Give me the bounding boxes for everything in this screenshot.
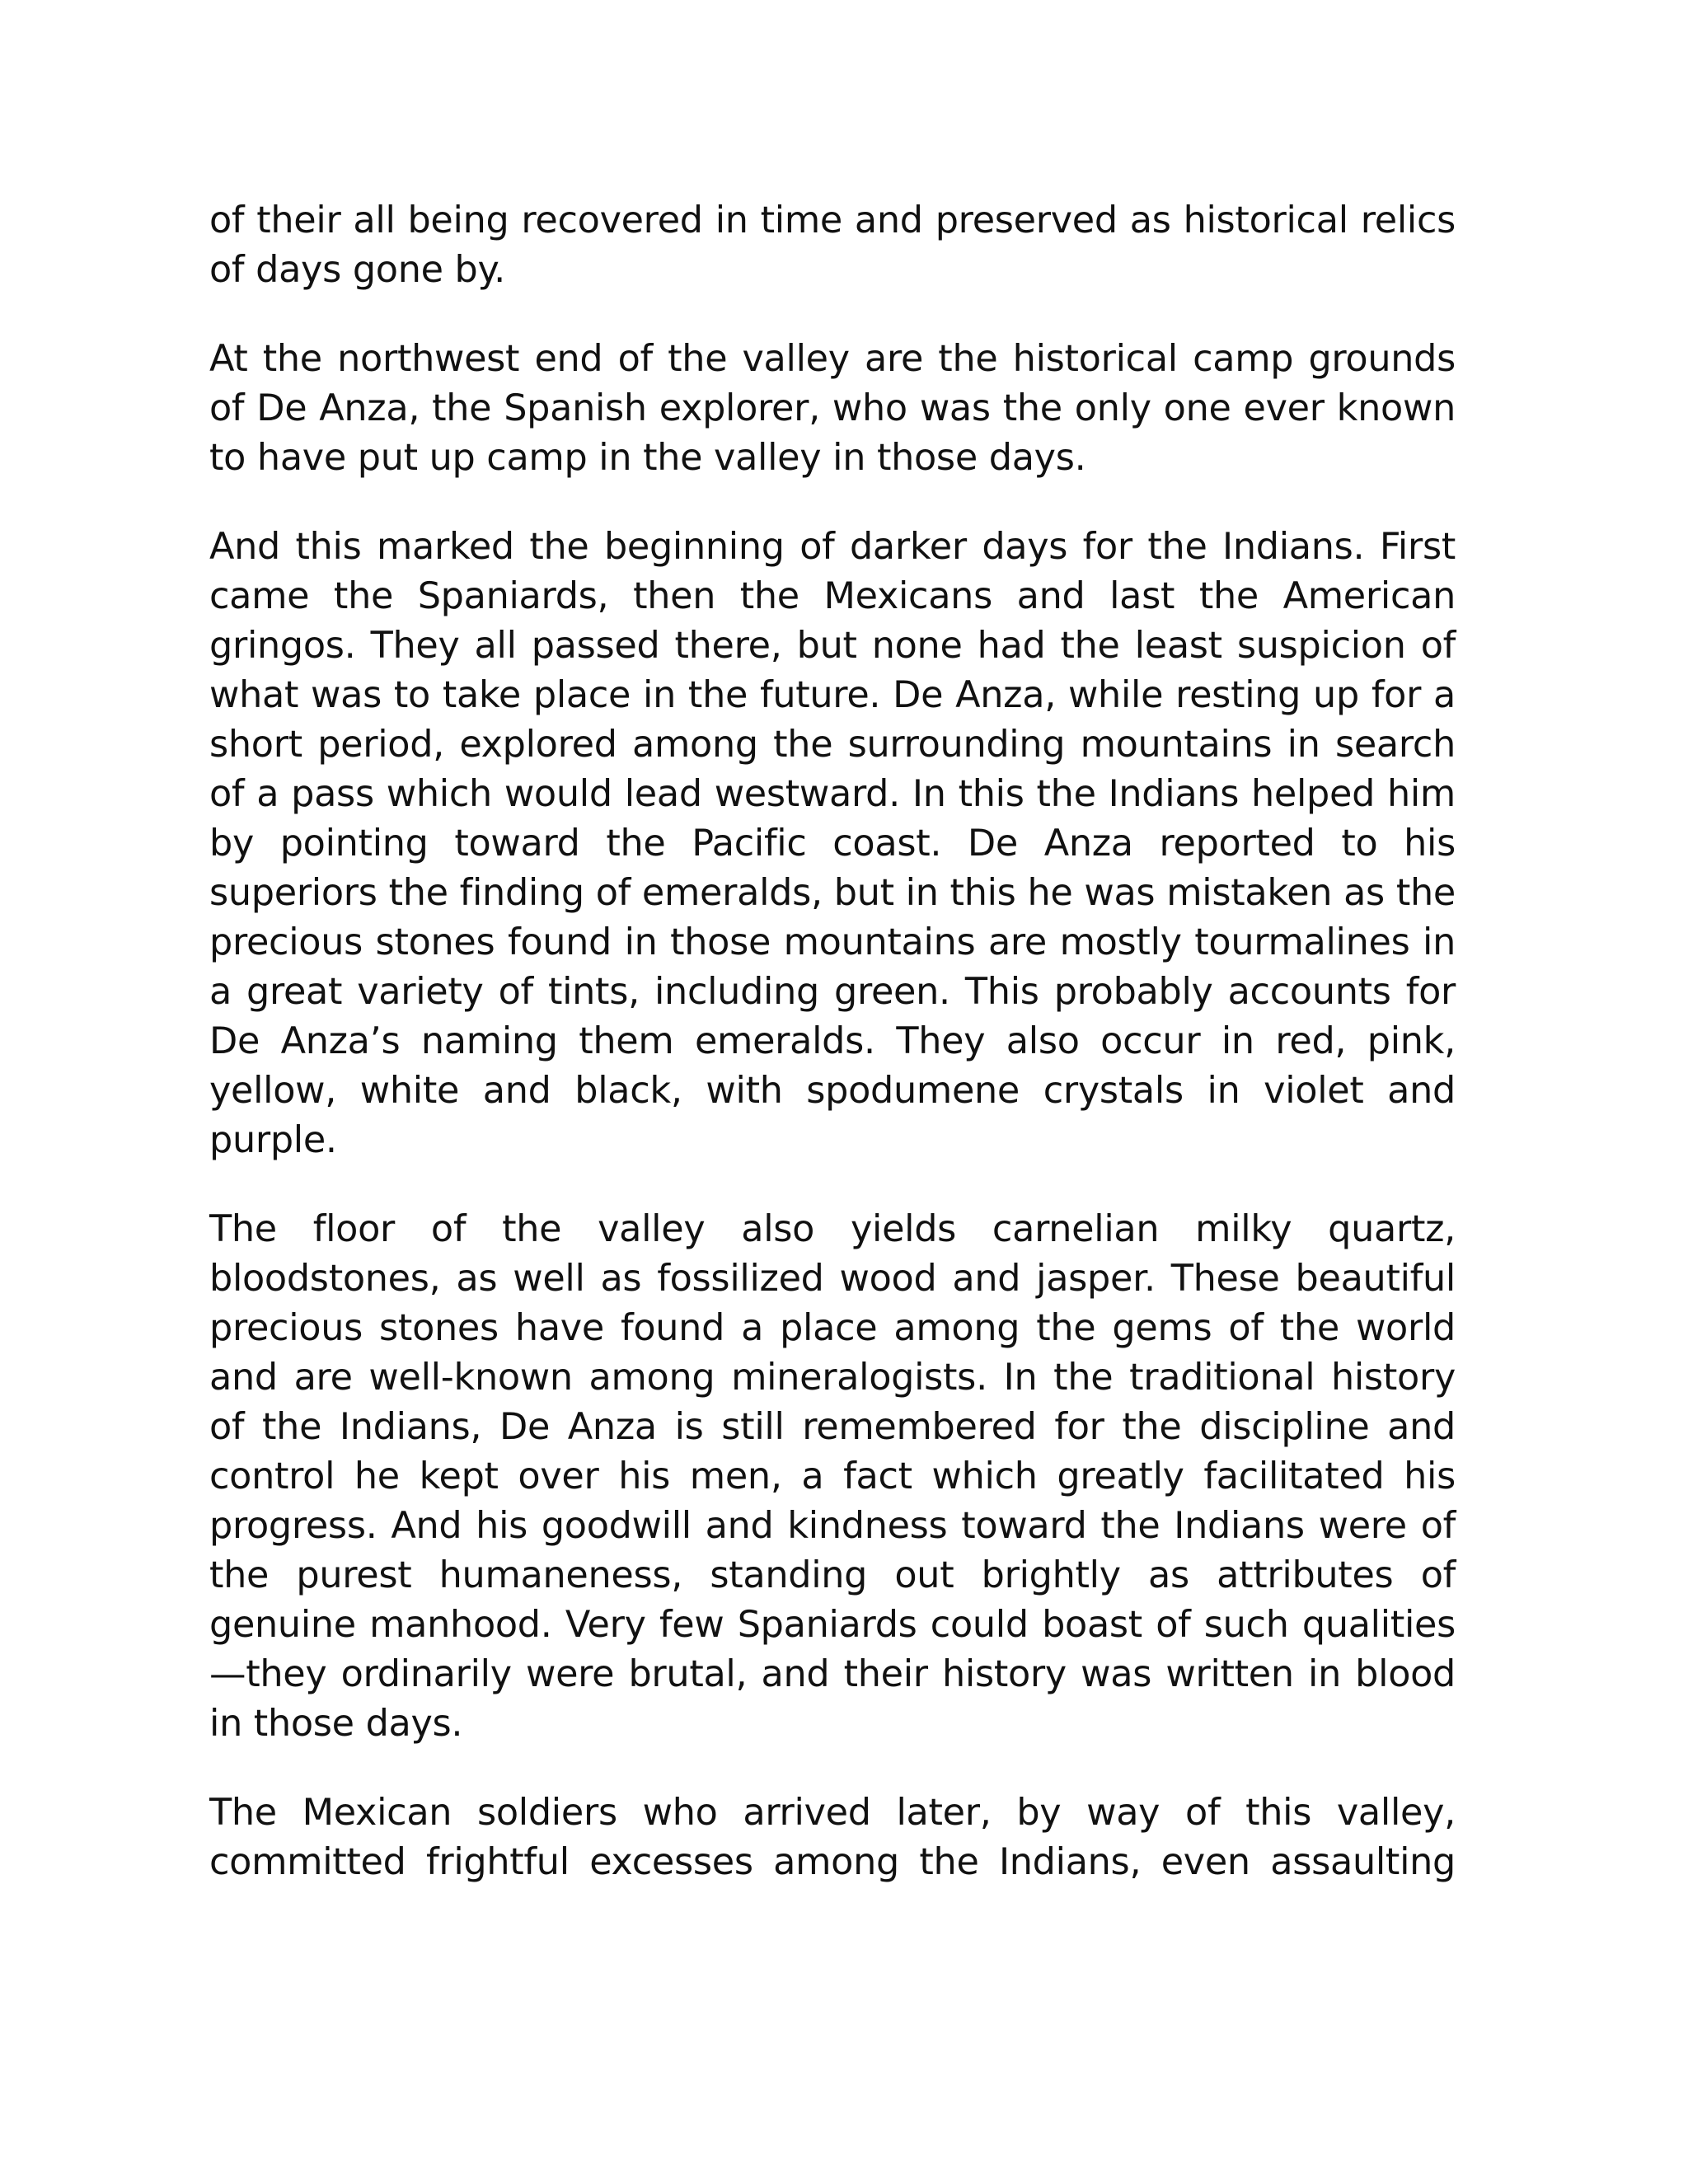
paragraph-relics: of their all being recovered in time and preserved as historical relics of days gone by. xyxy=(209,199,1456,291)
paragraph-mexican-soldiers: The Mexican soldiers who arrived later, by way of this valley, committed frightful excesses among the Indians, even assaulting xyxy=(209,1792,1456,1883)
paragraph-valley-floor: The floor of the valley also yields carnelian milky quartz, bloodstones, as well as fossilized wood and jasper. These beautiful precious stones have found a place among the gems of the world and are well-known among mineralogists. In the traditional history of the Indians, De Anza is still remembered for the discipline and control he kept over his men, a fact which greatly facilitated his progress. And his goodwill and kindness toward the Indians were of the purest humaneness, standing out brightly as attributes of genuine manhood. Very few Spaniards could boast of such qualities —they ordinarily were brutal, and their history was written in blood in those days. xyxy=(209,1208,1456,1745)
paragraph-darker-days: And this marked the beginning of darker days for the Indians. First came the Spaniards, then the Mexicans and last the American gringos. They all passed there, but none had the least suspicion of what was to take place in the future. De Anza, while resting up for a short period, explored among the surrounding mountains in search of a pass which would lead westward. In this the Indians helped him by pointing toward the Pacific coast. De Anza reported to his superiors the finding of emeralds, but in this he was mistaken as the precious stones found in those mountains are mostly tourmalines in a great variety of tints, including green. This probably accounts for De Anza’s naming them emeralds. They also occur in red, pink, yellow, white and black, with spodumene crystals in violet and purple. xyxy=(209,526,1456,1161)
page-body xyxy=(209,196,1456,1887)
paragraph-de-anza-camp: At the northwest end of the valley are the historical camp grounds of De Anza, the Spanish explorer, who was the only one ever known to have put up camp in the valley in those days. xyxy=(209,338,1456,479)
